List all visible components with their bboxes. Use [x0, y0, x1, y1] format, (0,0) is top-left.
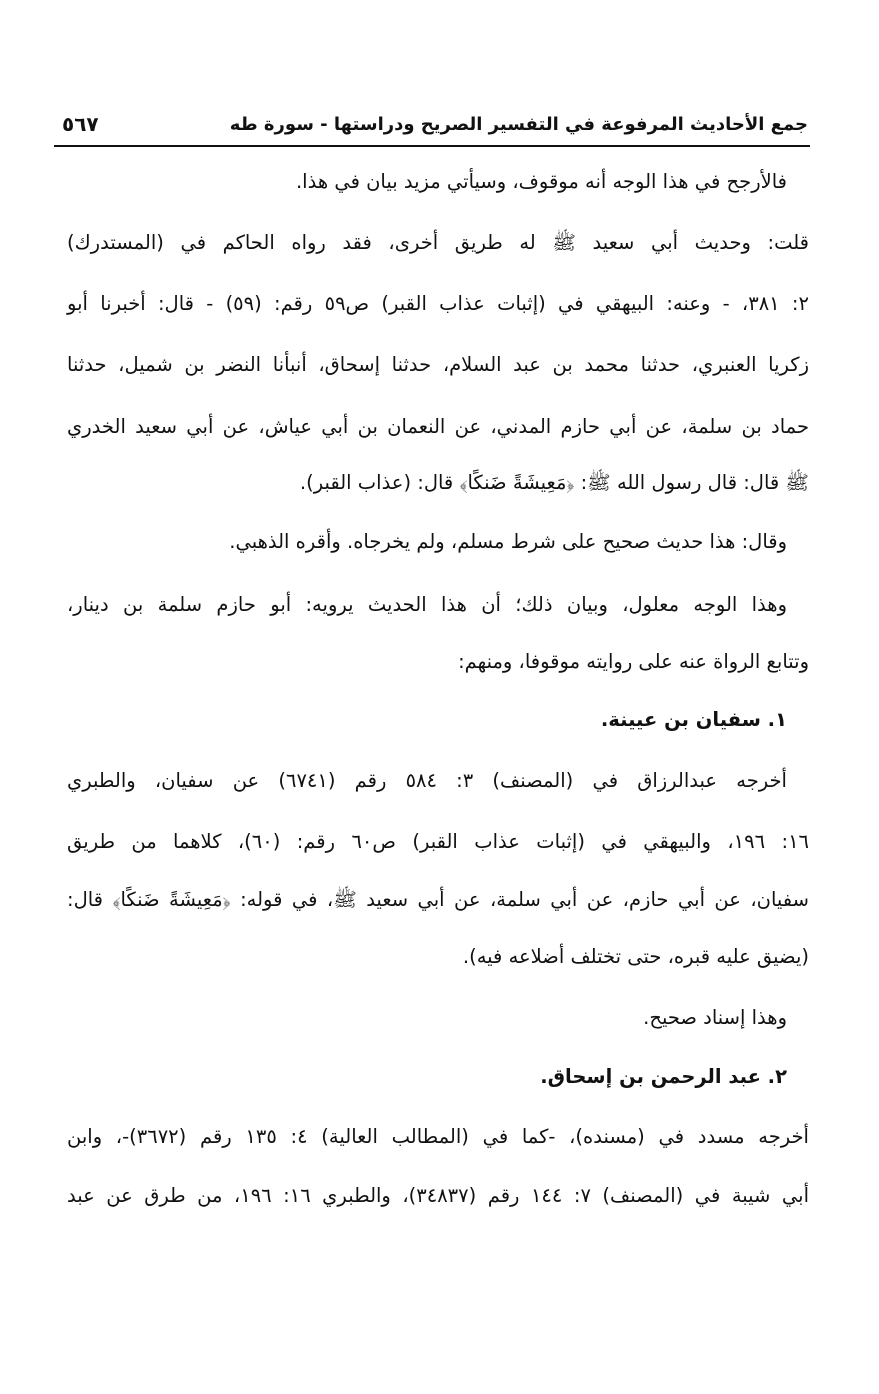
section-heading: ٢. عبد الرحمن بن إسحاق. [540, 1065, 787, 1088]
running-title: جمع الأحاديث المرفوعة في التفسير الصريح ودراستها - سورة طه [229, 114, 808, 135]
page-number: ٥٦٧ [62, 112, 99, 136]
text-line: سفيان، عن أبي حازم، عن أبي سلمة، عن أبي سعيد ﷺ، في قوله: ﴿مَعِيشَةً ضَنكًا﴾ قال: [67, 888, 809, 911]
text-line: قلت: وحديث أبي سعيد ﷺ له طريق أخرى، فقد رواه الحاكم في (المستدرك) [67, 231, 809, 254]
text-line: وهذا إسناد صحيح. [643, 1006, 787, 1029]
running-header [56, 112, 808, 146]
header-rule [54, 145, 810, 147]
text-line: أبي شيبة في (المصنف) ٧: ١٤٤ رقم (٣٤٨٣٧)، والطبري ١٦: ١٩٦، من طرق عن عبد [67, 1184, 809, 1207]
text-line: وقال: هذا حديث صحيح على شرط مسلم، ولم يخرجاه. وأقره الذهبي. [229, 530, 787, 553]
text-line: أخرجه مسدد في (مسنده)، -كما في (المطالب العالية) ٤: ١٣٥ رقم (٣٦٧٢)-، وابن [67, 1125, 809, 1148]
text-line: زكريا العنبري، حدثنا محمد بن عبد السلام، حدثنا إسحاق، أنبأنا النضر بن شميل، حدثنا [67, 353, 809, 376]
text-line: ٢: ٣٨١، - وعنه: البيهقي في (إثبات عذاب القبر) ص٥٩ رقم: (٥٩) - قال: أخبرنا أبو [67, 292, 809, 315]
text-line: ﷺ قال: قال رسول الله ﷺ: ﴿مَعِيشَةً ضَنكًا﴾ قال: (عذاب القبر). [299, 471, 809, 494]
text-line: ١٦: ١٩٦، والبيهقي في (إثبات عذاب القبر) ص٦٠ رقم: (٦٠)، كلاهما من طريق [67, 830, 810, 853]
text-line: (يضيق عليه قبره، حتى تختلف أضلاعه فيه). [462, 945, 809, 968]
section-heading: ١. سفيان بن عيينة. [600, 708, 787, 731]
text-line: فالأرجح في هذا الوجه أنه موقوف، وسيأتي مزيد بيان في هذا. [295, 170, 787, 193]
text-line: أخرجه عبدالرزاق في (المصنف) ٣: ٥٨٤ رقم (٦٧٤١) عن سفيان، والطبري [67, 769, 787, 792]
text-line: وتتابع الرواة عنه على روايته موقوفا، ومنهم: [458, 650, 809, 673]
text-line: وهذا الوجه معلول، وبيان ذلك؛ أن هذا الحديث يرويه: أبو حازم سلمة بن دينار، [67, 593, 787, 616]
text-line: حماد بن سلمة، عن أبي حازم المدني، عن النعمان بن أبي عياش، عن أبي سعيد الخدري [67, 415, 809, 438]
